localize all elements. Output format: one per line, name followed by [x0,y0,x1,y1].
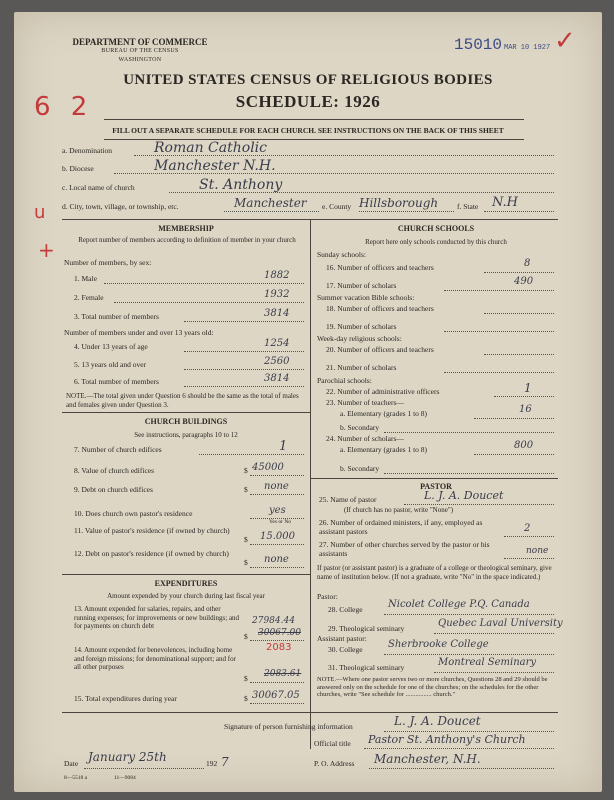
dept-name: DEPARTMENT OF COMMERCE [72,37,208,47]
q6-label: 6. Total number of members [74,377,159,386]
q13-value-b[interactable]: 30067.00 [258,628,301,638]
weekday-header: Week-day religious schools: [317,334,402,343]
q23-label: 23. Number of teachers— [326,398,404,407]
city-value[interactable]: Manchester [234,196,307,210]
date-label: Date [64,759,79,768]
q8-label: 8. Value of church edifices [74,466,155,475]
buildings-intro: See instructions, paragraphs 10 to 12 [134,431,238,439]
denomination-label: a. Denomination [62,146,112,155]
form-title: UNITED STATES CENSUS OF RELIGIOUS BODIES [123,72,493,88]
q3-label: 3. Total number of members [74,312,159,321]
pastor-subheader: Pastor: [317,592,338,601]
q25-note: (If church has no pastor, write "None") [344,506,454,514]
q28-value[interactable]: Nicolet College P.Q. Canada [388,599,530,610]
state-label: f. State [457,202,479,211]
q12-label: 12. Debt on pastor's residence (if owned by church) [74,549,229,558]
print-number: 11—9084 [114,775,136,781]
q17-value[interactable]: 490 [514,276,534,287]
date-value[interactable]: January 25th [88,750,167,764]
q26-label: 26. Number of ordained ministers, if any, employed as assistant pastors [319,518,483,536]
q5-label: 5. 13 years old and over [74,360,147,369]
q17-label: 17. Number of scholars [326,281,397,290]
q29-label: 29. Theological seminary [328,624,405,633]
q2-value[interactable]: 1932 [264,289,290,300]
yes-no-hint: Yes or No [269,519,292,525]
signature-label: Signature of person furnishing information [224,722,353,731]
pastor-title: PASTOR [420,482,452,491]
q4-label: 4. Under 13 years of age [74,342,148,351]
membership-note: NOTE.—The total given under Question 6 should be the same as the total of males and females given under Question 3. [66,392,299,409]
bureau-name: BUREAU OF THE CENSUS [101,48,179,54]
q23a-value[interactable]: 16 [519,404,532,415]
signature-value[interactable]: L. J. A. Doucet [394,714,481,728]
q16-value[interactable]: 8 [524,258,531,269]
q9-dollar: $ [244,485,248,494]
q13-label: 13. Amount expended for salaries, repairs, and other running expenses; for improvements or new buildings; and for payments on church debt [74,605,240,630]
q31-value[interactable]: Montreal Seminary [438,657,537,668]
stamp-number: 15010 [454,36,503,54]
form-number: 8—5518 a [64,775,88,781]
q20-label: 20. Number of officers and teachers [326,345,434,354]
q1-value[interactable]: 1882 [264,270,290,281]
schedule-title: SCHEDULE: 1926 [235,92,381,111]
assistant-subheader: Assistant pastor: [317,634,367,643]
city-name: WASHINGTON [118,57,162,63]
q16-label: 16. Number of officers and teachers [326,263,434,272]
pastor-note: NOTE.—Where one pastor serves two or more churches, Questions 28 and 29 should be answered only on the schedule for one of the churches; on the schedules for the other churches, write "See schedule for ................ church." [317,676,548,698]
q13-value-a[interactable]: 27984.44 [252,616,295,626]
year-value[interactable]: 7 [221,755,229,769]
year-prefix: 192 [206,759,218,768]
q25-value[interactable]: L. J. A. Doucet [424,489,504,502]
address-label: P. O. Address [314,759,355,768]
q23a-label: a. Elementary (grades 1 to 8) [340,409,428,418]
q25-label: 25. Name of pastor [319,495,377,504]
q6-value[interactable]: 3814 [264,373,290,384]
diocese-label: b. Diocese [62,164,94,173]
q7-value[interactable]: 1 [279,439,288,454]
q11-label: 11. Value of pastor's residence (if owned by church) [74,526,230,535]
county-label: e. County [322,202,352,211]
q24a-value[interactable]: 800 [514,440,534,451]
schools-intro: Report here only schools conducted by this church [365,238,507,246]
q14-label: 14. Amount expended for benevolences, including home and foreign missions; for denominational support; and for all other purposes [74,646,236,671]
q24a-label: a. Elementary (grades 1 to 8) [340,445,428,454]
q24-label: 24. Number of scholars— [326,434,404,443]
q12-dollar: $ [244,558,248,567]
sex-header: Number of members, by sex: [64,258,152,267]
graduate-note: If pastor (or assistant pastor) is a graduate of a college or theological seminary, give name of institution below. (If not a graduate, write "No" in the space indicated.) [317,564,552,581]
buildings-title: CHURCH BUILDINGS [144,417,228,426]
schools-title: CHURCH SCHOOLS [397,224,475,233]
q15-dollar: $ [244,694,248,703]
q18-label: 18. Number of officers and teachers [326,304,434,313]
sunday-header: Sunday schools: [317,250,366,259]
q28-label: 28. College [328,605,363,614]
q10-label: 10. Does church own pastor's residence [74,509,193,518]
q9-label: 9. Debt on church edifices [74,485,153,494]
q1-label: 1. Male [74,274,97,283]
state-value[interactable]: N.H [492,195,519,210]
city-label: d. City, town, village, or township, etc. [62,202,179,211]
q9-value[interactable]: none [264,481,289,492]
census-schedule-sheet [14,12,602,792]
q10-value[interactable]: yes [269,505,286,516]
county-value[interactable]: Hillsborough [359,196,439,210]
q29-value[interactable]: Quebec Laval University [438,618,563,629]
q3-value[interactable]: 3814 [264,308,290,319]
department-header [60,38,220,65]
q14-dollar: $ [244,674,248,683]
q2-label: 2. Female [74,293,104,302]
q21-label: 21. Number of scholars [326,363,397,372]
q15-value[interactable]: 30067.05 [252,690,300,701]
q27-value[interactable]: none [526,546,549,556]
q7-label: 7. Number of church edifices [74,445,162,454]
vacation-header: Summer vacation Bible schools: [317,293,415,302]
q13-dollar: $ [244,632,248,641]
q5-value[interactable]: 2560 [264,356,290,367]
expenditures-intro: Amount expended by your church during last fiscal year [107,592,265,600]
q14-value[interactable]: 2083.61 [264,669,302,679]
membership-title: MEMBERSHIP [158,224,214,233]
q23b-label: b. Secondary [340,423,380,432]
q24b-label: b. Secondary [340,464,380,473]
q26-value[interactable]: 2 [524,523,531,534]
q11-value[interactable]: 15.000 [260,531,295,542]
q22-label: 22. Number of administrative officers [326,387,440,396]
diocese-value[interactable]: Manchester N.H. [154,158,276,174]
local-name-value[interactable]: St. Anthony [199,177,283,193]
q31-label: 31. Theological seminary [328,663,405,672]
age-header: Number of members under and over 13 years old: [64,328,214,337]
stamp-date: MAR 10 1927 [504,44,551,52]
checkmark-icon: ✓ [554,26,576,56]
margin-number: 6 2 [34,92,94,122]
denomination-value[interactable]: Roman Catholic [154,140,267,156]
q8-value[interactable]: 45000 [252,462,284,473]
q22-value[interactable]: 1 [524,381,532,395]
local-name-label: c. Local name of church [62,183,135,192]
q8-dollar: $ [244,466,248,475]
membership-intro: Report number of members according to definition of member in your church [78,236,296,244]
expenditures-title: EXPENDITURES [154,579,218,588]
q11-dollar: $ [244,535,248,544]
margin-mark-plus: + [38,238,55,262]
q30-value[interactable]: Sherbrooke College [388,639,489,650]
q27-label: 27. Number of other churches served by the pastor or his assistants [319,540,490,558]
address-value[interactable]: Manchester, N.H. [374,752,481,766]
q15-label: 15. Total expenditures during year [74,694,177,703]
instruction-line: FILL OUT A SEPARATE SCHEDULE FOR EACH CHURCH. SEE INSTRUCTIONS ON THE BACK OF THIS SHEET [112,126,504,135]
parochial-header: Parochial schools: [317,376,372,385]
q30-label: 30. College [328,645,363,654]
q19-label: 19. Number of scholars [326,322,397,331]
official-title-value[interactable]: Pastor St. Anthony's Church [368,733,526,746]
margin-mark-u: u [34,202,46,223]
q14-red-value: 2083 [266,642,292,653]
q4-value[interactable]: 1254 [264,338,290,349]
official-title-label: Official title [314,739,351,748]
q12-value[interactable]: none [264,554,289,565]
